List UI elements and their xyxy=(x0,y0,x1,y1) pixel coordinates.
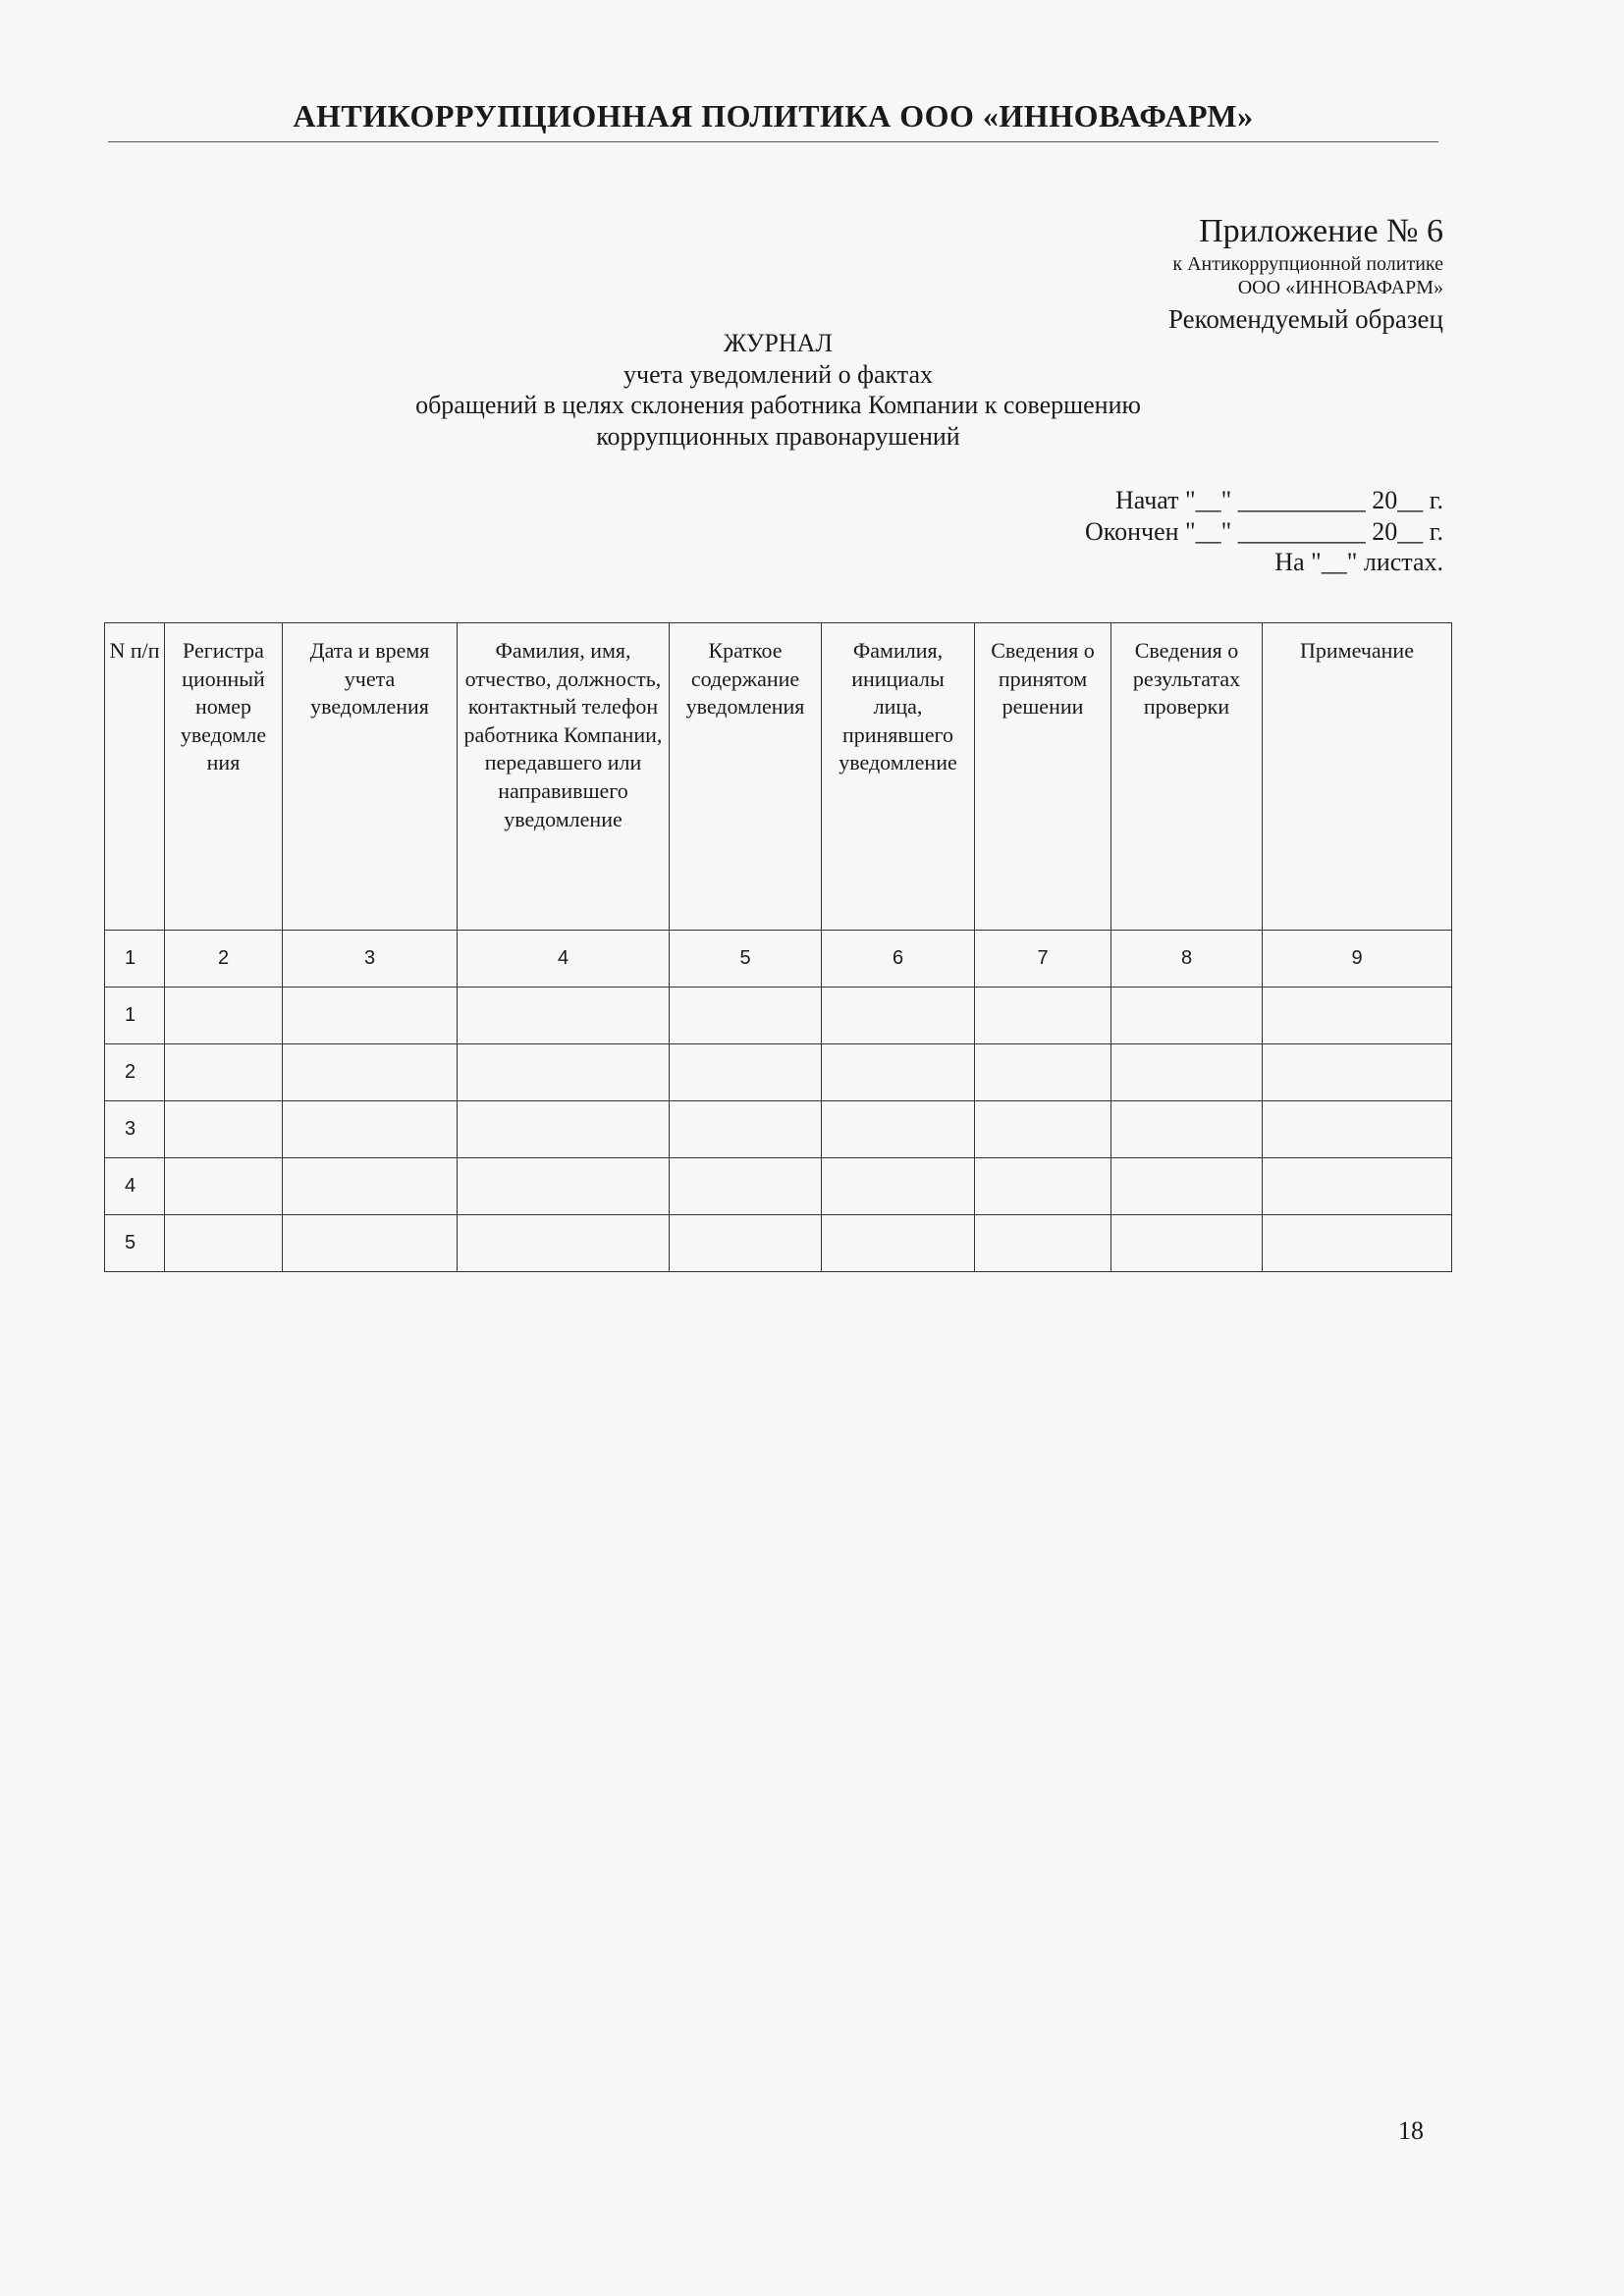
column-number: 1 xyxy=(105,931,165,988)
col-header-note: Примечание xyxy=(1263,623,1452,931)
table-cell xyxy=(975,988,1111,1044)
journal-title: ЖУРНАЛ xyxy=(724,329,833,357)
col-header-employee: Фамилия, имя, отчество, должность, контактный телефон работника Компании, передавшего или направившего уведомление xyxy=(458,623,670,931)
table-cell xyxy=(165,1215,283,1272)
table-cell xyxy=(165,1101,283,1158)
dates-block xyxy=(1085,485,1443,578)
table-cell xyxy=(1263,988,1452,1044)
table-cell xyxy=(283,1101,458,1158)
column-number: 9 xyxy=(1263,931,1452,988)
table-cell xyxy=(1263,1158,1452,1215)
table-cell xyxy=(822,988,975,1044)
sheets-count: На "__" листах. xyxy=(1274,548,1443,577)
notification-log-table xyxy=(104,622,1452,1272)
table-cell xyxy=(975,1101,1111,1158)
header-divider xyxy=(108,141,1438,142)
column-number: 4 xyxy=(458,931,670,988)
table-cell xyxy=(822,1215,975,1272)
table-cell xyxy=(670,1044,822,1101)
table-cell xyxy=(822,1158,975,1215)
table-cell xyxy=(975,1044,1111,1101)
col-header-summary: Краткое содержание уведомления xyxy=(670,623,822,931)
table-cell xyxy=(1263,1101,1452,1158)
table-cell xyxy=(458,1215,670,1272)
appendix-line-1: к Антикоррупционной политике xyxy=(1172,252,1443,275)
table-cell xyxy=(1111,1044,1263,1101)
page-number: 18 xyxy=(1398,2116,1424,2145)
column-number: 3 xyxy=(283,931,458,988)
column-number: 8 xyxy=(1111,931,1263,988)
table-cell xyxy=(975,1158,1111,1215)
table-cell xyxy=(1263,1215,1452,1272)
table-cell xyxy=(458,988,670,1044)
column-number: 2 xyxy=(165,931,283,988)
table-cell xyxy=(283,1044,458,1101)
table-cell xyxy=(822,1101,975,1158)
table-cell xyxy=(165,988,283,1044)
table-header-row xyxy=(105,623,1452,931)
table-cell xyxy=(1111,1158,1263,1215)
table-cell xyxy=(283,1215,458,1272)
journal-title-block xyxy=(295,328,1262,453)
journal-line-2: обращений в целях склонения работника Компании к совершению xyxy=(415,391,1141,420)
table-cell xyxy=(1111,988,1263,1044)
column-number: 7 xyxy=(975,931,1111,988)
table-cell xyxy=(670,1215,822,1272)
table-cell xyxy=(670,1101,822,1158)
table-row xyxy=(105,1158,1452,1215)
table-cell xyxy=(670,1158,822,1215)
journal-line-3: коррупционных правонарушений xyxy=(596,422,960,452)
col-header-number: N п/п xyxy=(105,623,165,931)
table-row xyxy=(105,1044,1452,1101)
date-ended: Окончен "__" __________ 20__ г. xyxy=(1085,516,1443,546)
table-row xyxy=(105,988,1452,1044)
journal-line-1: учета уведомлений о фактах xyxy=(623,359,933,389)
table-cell xyxy=(165,1044,283,1101)
table-cell xyxy=(165,1158,283,1215)
table-cell xyxy=(283,988,458,1044)
table-cell xyxy=(458,1044,670,1101)
table-cell xyxy=(1111,1101,1263,1158)
table-cell xyxy=(1111,1215,1263,1272)
appendix-number: Приложение № 6 xyxy=(1199,213,1443,249)
table-cell xyxy=(458,1158,670,1215)
col-header-reg-number: Регистра ционный номер уведомле ния xyxy=(165,623,283,931)
table-cell xyxy=(458,1101,670,1158)
table-cell xyxy=(670,988,822,1044)
row-number: 5 xyxy=(105,1215,165,1272)
table-cell xyxy=(283,1158,458,1215)
table-cell xyxy=(1263,1044,1452,1101)
col-header-check-results: Сведения о результатах проверки xyxy=(1111,623,1263,931)
row-number: 1 xyxy=(105,988,165,1044)
row-number: 3 xyxy=(105,1101,165,1158)
appendix-sample: Рекомендуемый образец xyxy=(1167,303,1443,334)
column-number: 6 xyxy=(822,931,975,988)
column-number-row xyxy=(105,931,1452,988)
appendix-line-2: ООО «ИННОВАФАРМ» xyxy=(1237,276,1443,298)
header-title: АНТИКОРРУПЦИОННАЯ ПОЛИТИКА ООО «ИННОВАФАРМ» xyxy=(293,98,1254,133)
table-row xyxy=(105,1101,1452,1158)
col-header-receiver: Фамилия, инициалы лица, принявшего уведомление xyxy=(822,623,975,931)
table-cell xyxy=(975,1215,1111,1272)
row-number: 2 xyxy=(105,1044,165,1101)
table-cell xyxy=(822,1044,975,1101)
table-row xyxy=(105,1215,1452,1272)
col-header-decision: Сведения о принятом решении xyxy=(975,623,1111,931)
appendix-block xyxy=(1168,212,1443,335)
col-header-datetime: Дата и время учета уведомления xyxy=(283,623,458,931)
date-started: Начат "__" __________ 20__ г. xyxy=(1114,486,1443,514)
column-number: 5 xyxy=(670,931,822,988)
row-number: 4 xyxy=(105,1158,165,1215)
